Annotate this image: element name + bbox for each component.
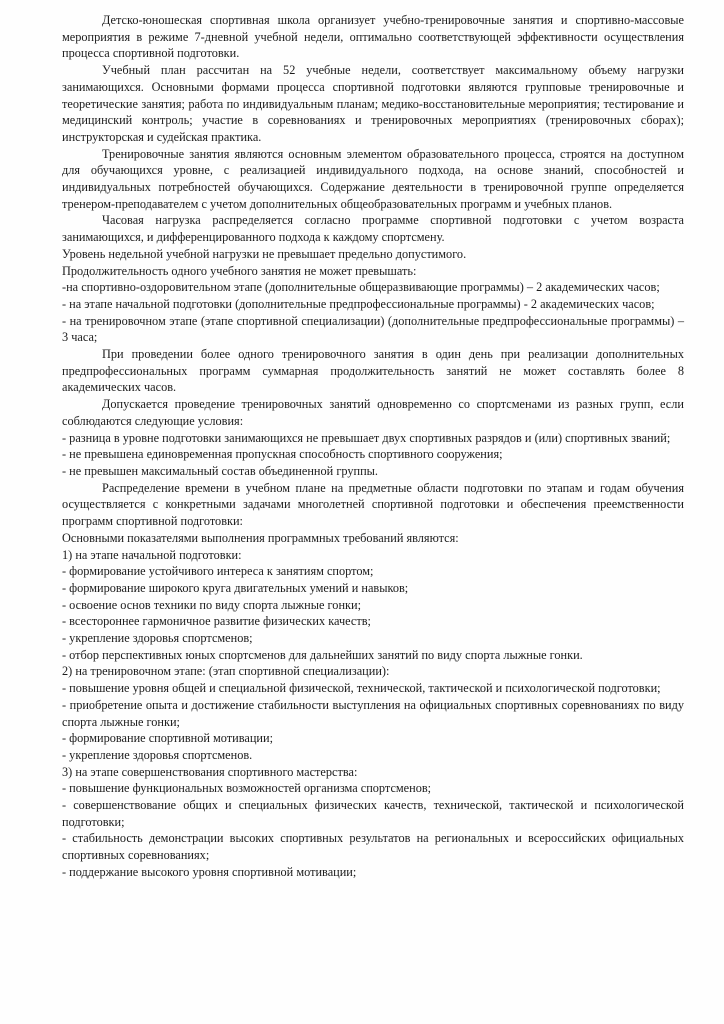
text-line: Основными показателями выполнения программных требований являются: xyxy=(62,530,459,545)
text-line: Продолжительность одного учебного занятия не может превышать: xyxy=(62,263,417,278)
list-item: - освоение основ техники по виду спорта лыжные гонки; xyxy=(62,597,361,612)
list-item: - не превышен максимальный состав объединенной группы. xyxy=(62,463,378,478)
list-item: - стабильность демонстрации высоких спортивных результатов на региональных и всероссийских официальных спортивных соревнованиях; xyxy=(62,831,684,863)
list-item: - повышение функциональных возможностей организма спортсменов; xyxy=(62,781,432,796)
list-item: - формирование устойчивого интереса к занятиям спортом; xyxy=(62,564,374,579)
list-item: - приобретение опыта и достижение стабильности выступления на официальных спортивных соревнованиях по виду спорта лыжные гонки; xyxy=(62,697,684,729)
list-item: - поддержание высокого уровня спортивной мотивации; xyxy=(62,864,357,879)
list-item: - не превышена единовременная пропускная способность спортивного сооружения; xyxy=(62,447,503,462)
list-item: - укрепление здоровья спортсменов. xyxy=(62,747,253,762)
list-item: - на этапе начальной подготовки (дополнительные предпрофессиональные программы) - 2 академических часов; xyxy=(62,296,655,311)
body-paragraph: Часовая нагрузка распределяется согласно программе спортивной подготовки с учетом возраста занимающихся, и дифференцированного подхода к каждому спортсмену. xyxy=(62,213,684,245)
list-item: - на тренировочном этапе (этапе спортивной специализации) (дополнительные предпрофессиональные программы) – 3 часа; xyxy=(62,313,684,345)
list-item: - формирование спортивной мотивации; xyxy=(62,731,274,746)
text-line: 1) на этапе начальной подготовки: xyxy=(62,547,242,562)
list-item: - укрепление здоровья спортсменов; xyxy=(62,631,253,646)
text-line: 3) на этапе совершенствования спортивного мастерства: xyxy=(62,764,358,779)
list-item: - совершенствование общих и специальных физических качеств, технической, тактической и психологической подготовки; xyxy=(62,798,684,829)
body-paragraph: Учебный план рассчитан на 52 учебные недели, соответствует максимальному объему нагрузки занимающихся. Основными формами процесса спортивной подготовки являются групповые тренировочные и теоретические занятия; работа по индивидуальным планам; медико-восстановительные мероприятия; тестирование и медицинский контроль; участие в соревнованиях и тренировочных мероприятиях (тренировочных сборах); инструкторская и судейская практика. xyxy=(62,63,684,144)
body-paragraph: Допускается проведение тренировочных занятий одновременно со спортсменами из разных групп, если соблюдаются следующие условия: xyxy=(62,397,684,428)
text-line: Уровень недельной учебной нагрузки не превышает предельно допустимого. xyxy=(62,246,467,261)
list-item: -на спортивно-оздоровительном этапе (дополнительные общеразвивающие программы) – 2 академических часов; xyxy=(62,280,660,295)
list-item: - повышение уровня общей и специальной физической, технической, тактической и психологической подготовки; xyxy=(62,681,661,696)
body-paragraph: Детско-юношеская спортивная школа организует учебно-тренировочные занятия и спортивно-массовые мероприятия в режиме 7-дневной учебной недели, оптимально соответствующей эффективности осуществления процесса спортивной подготовки. xyxy=(62,13,684,61)
text-line: 2) на тренировочном этапе: (этап спортивной специализации): xyxy=(62,664,390,679)
list-item: - разница в уровне подготовки занимающихся не превышает двух спортивных разрядов и (или) спортивных званий; xyxy=(62,430,671,445)
list-item: - всестороннее гармоничное развитие физических качеств; xyxy=(62,614,371,629)
list-item: - формирование широкого круга двигательных умений и навыков; xyxy=(62,580,409,595)
body-paragraph: Тренировочные занятия являются основным элементом образовательного процесса, строятся на доступном для обучающихся уровне, с реализацией индивидуального подхода, на основе знаний, способностей и индивидуальных потребностей обучающихся. Содержание деятельности в тренировочной группе определяется тренером-преподавателем с учетом дополнительных общеобразовательных программ и учебных планов. xyxy=(62,146,684,211)
list-item: - отбор перспективных юных спортсменов для дальнейших занятий по виду спорта лыжные гонки. xyxy=(62,647,583,662)
body-paragraph: Распределение времени в учебном плане на предметные области подготовки по этапам и годам обучения осуществляется с конкретными задачами многолетней спортивной подготовки и обеспечения преемственности программ спортивной подготовки: xyxy=(62,480,684,529)
body-paragraph: При проведении более одного тренировочного занятия в один день при реализации дополнительных предпрофессиональных программ суммарная продолжительность занятий не может составлять более 8 академических часов. xyxy=(62,347,684,395)
